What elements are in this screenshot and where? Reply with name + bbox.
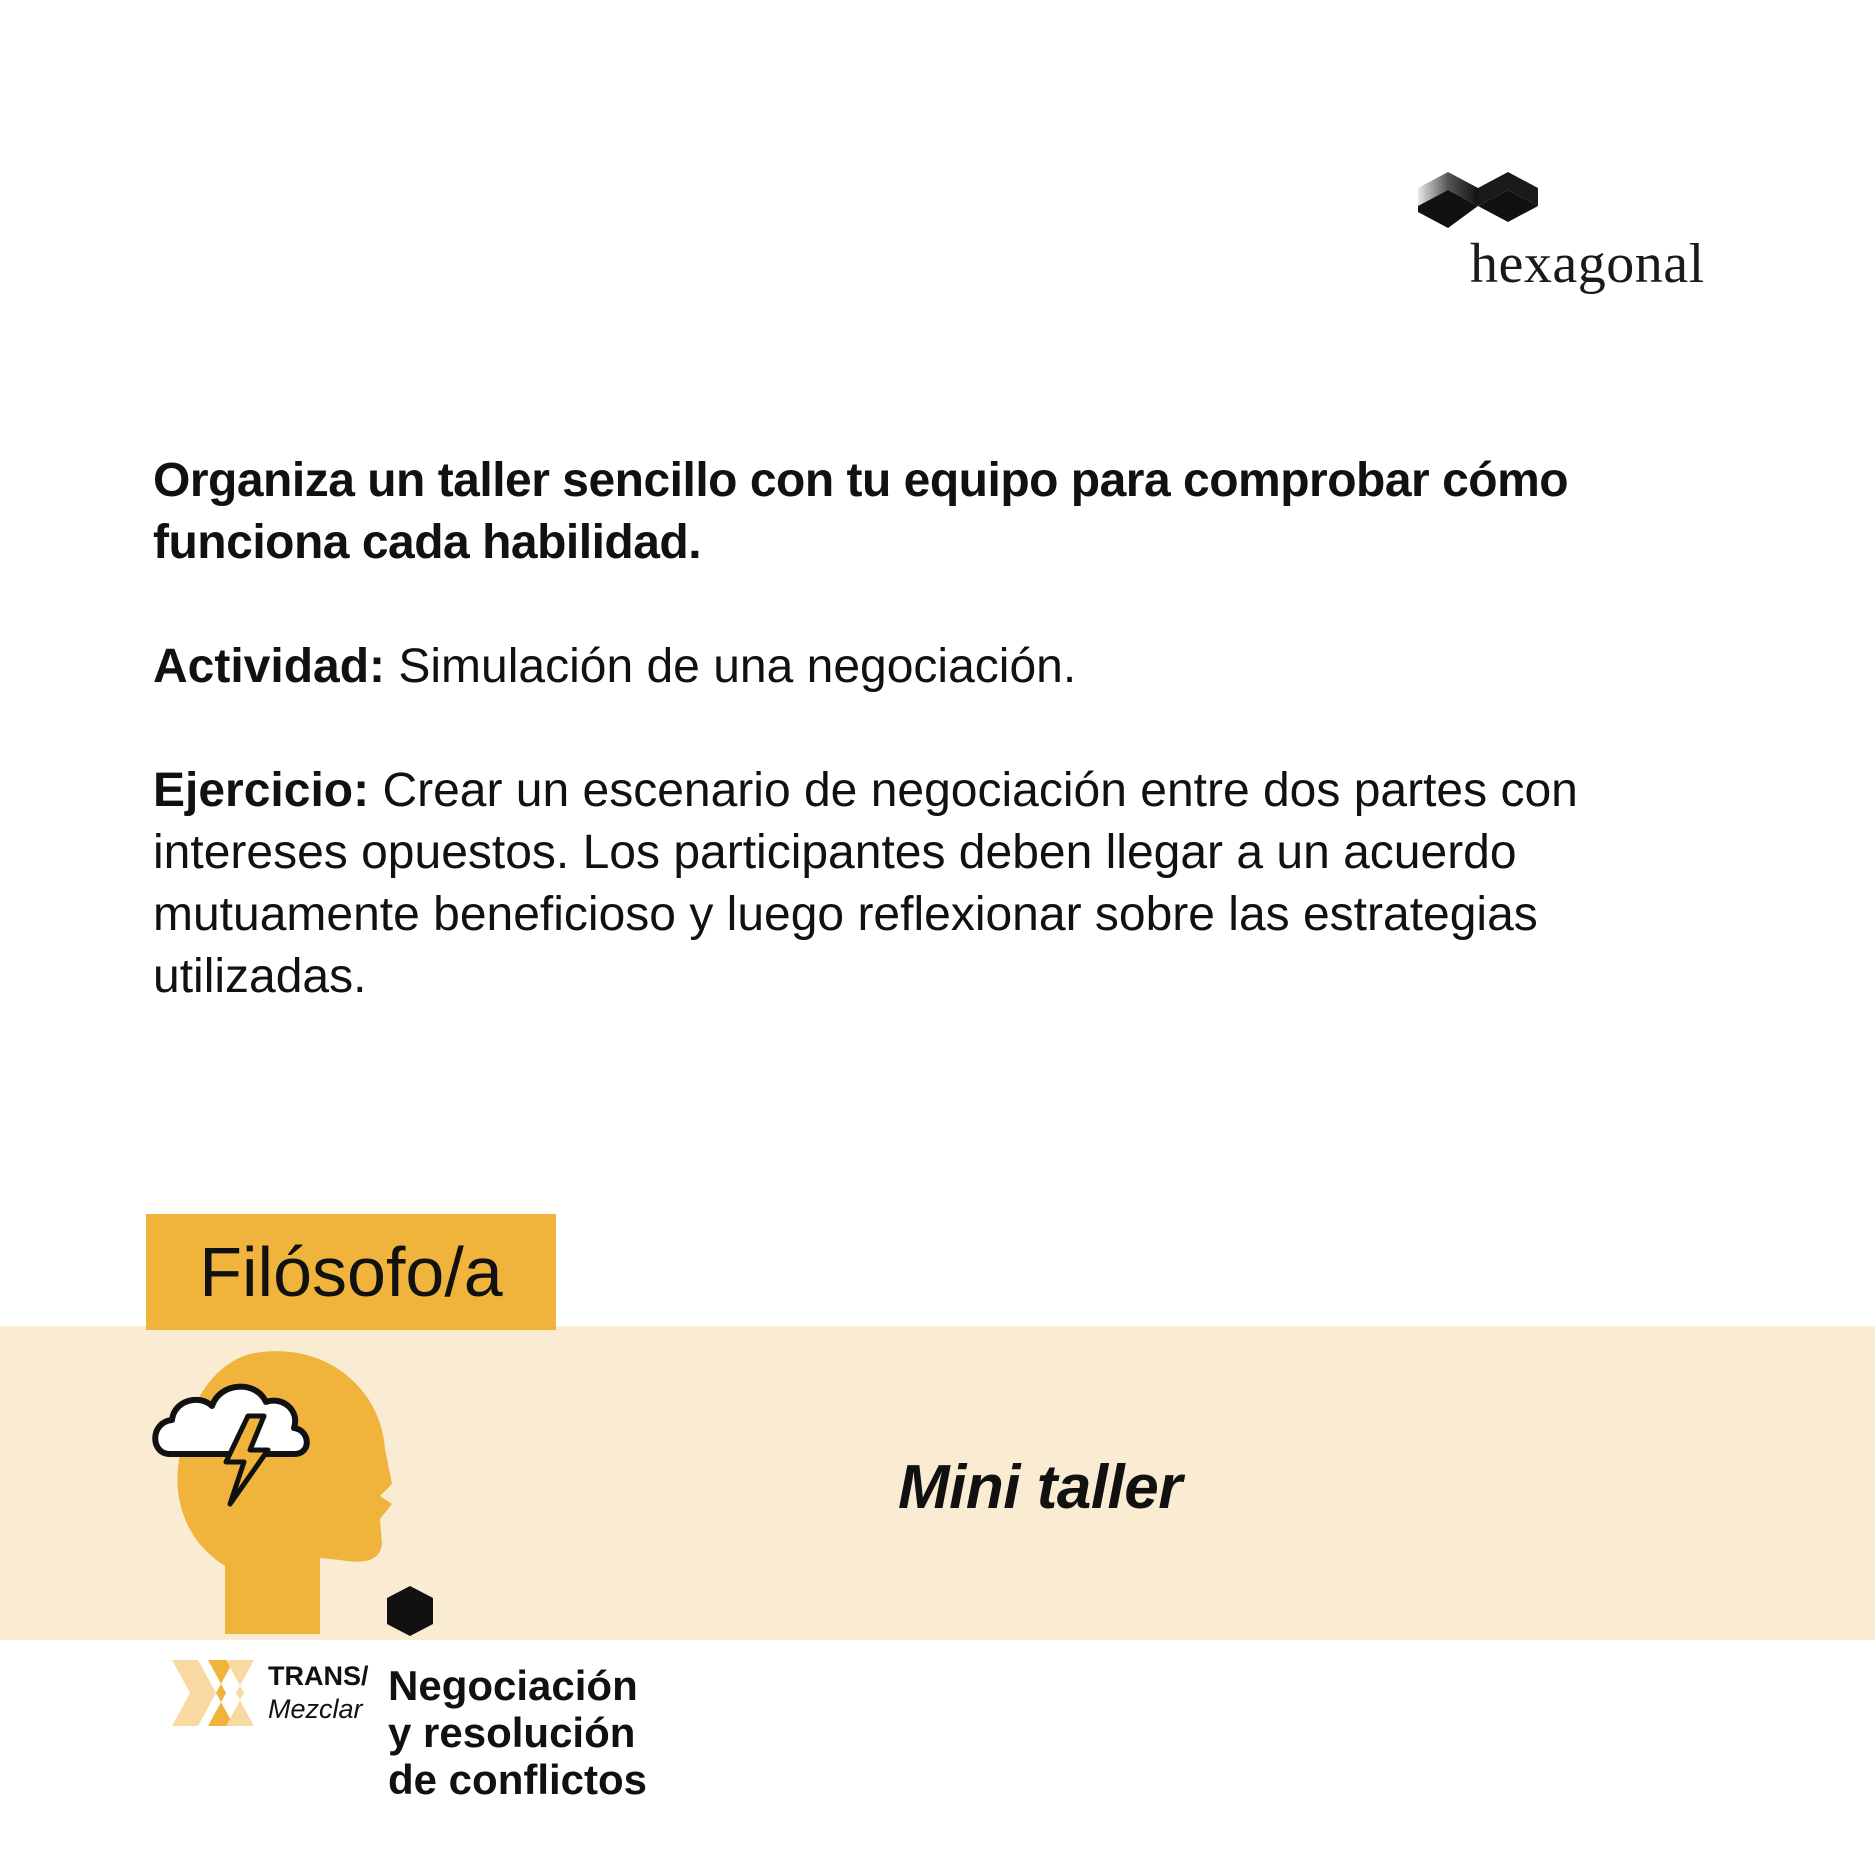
skill-line: Negociación — [388, 1662, 638, 1709]
activity-text: Simulación de una negociación. — [398, 640, 1077, 693]
intro-text: Organiza un taller sencillo con tu equipo para comprobar cómo funciona cada habilidad. — [153, 454, 1569, 569]
exercise-text: Crear un escenario de negociación entre dos partes con intereses opuestos. Los participantes deben llegar a un acuerdo mutuamente beneficioso y luego reflexionar sobre las estrategias utilizadas. — [153, 764, 1578, 1003]
exercise-label: Ejercicio: — [153, 764, 370, 817]
hexagon-icon — [385, 1584, 435, 1638]
skill-title — [388, 1662, 647, 1803]
trans-block — [268, 1660, 369, 1726]
mix-label: Mezclar — [268, 1694, 363, 1724]
main-content — [153, 450, 1733, 1070]
band-title: Mini taller — [898, 1453, 1182, 1522]
skill-line: y resolución — [388, 1709, 636, 1756]
hexagonal-logo-icon — [1418, 170, 1538, 232]
exercise-paragraph — [153, 760, 1733, 1008]
trans-label: TRANS/ — [268, 1661, 369, 1691]
role-tag: Filósofo/a — [146, 1214, 556, 1330]
skill-line: de conflictos — [388, 1756, 648, 1803]
brand-logo — [1418, 170, 1748, 310]
trans-x-icon — [172, 1660, 254, 1726]
brand-name: hexagonal — [1470, 233, 1705, 295]
activity-paragraph — [153, 636, 1733, 698]
activity-label: Actividad: — [153, 640, 386, 693]
